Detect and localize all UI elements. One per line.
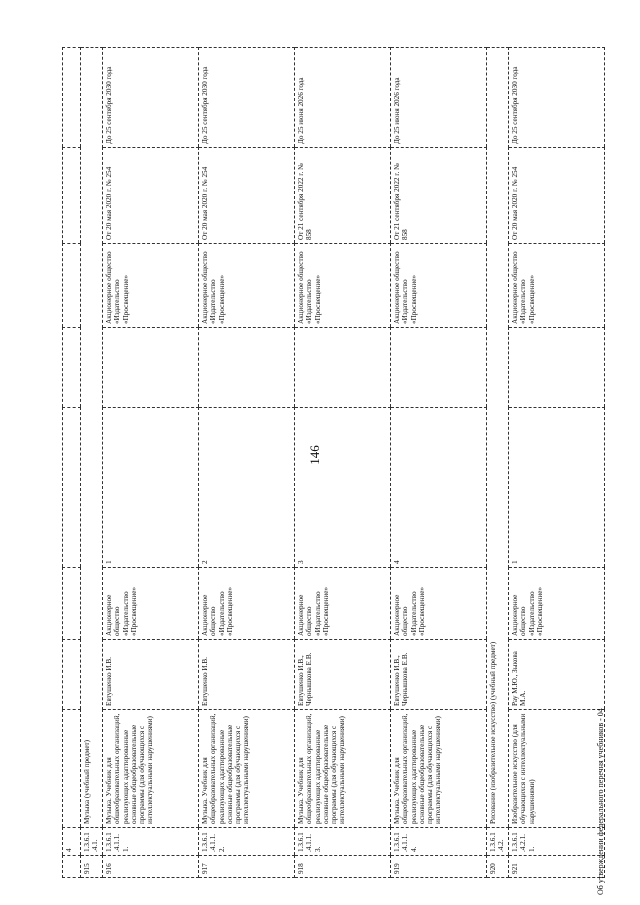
subject-row [81, 48, 103, 878]
organization: Акционерное общество «Издательство «Просвещение» [509, 244, 605, 328]
row-code: 1.3.6.1.4.2. [487, 828, 509, 856]
author: Евтушенко И.В. [103, 640, 199, 710]
empty-cell [199, 328, 295, 408]
publisher: Акционерное общество «Издательство «Просвещение» [509, 568, 605, 640]
organization: Акционерное общество «Издательство «Просвещение» [199, 244, 295, 328]
table-row [199, 48, 295, 878]
valid-until: До 25 июня 2026 года [295, 48, 391, 148]
textbook-table [62, 47, 605, 878]
author: Евтушенко И.В., Чернышкова Е.В. [295, 640, 391, 710]
textbook-name: Музыка. Учебник для обшеобразовательных организаций, реализующих адаптированные основные общеобразовательные программы (для обучающихся с интеллектуальными нарушениями) [103, 710, 199, 828]
row-number: 917 [199, 856, 295, 878]
subject-title: Музыка (учебный предмет) [81, 48, 103, 828]
row-code: 1.3.6.1.4.1.1.3. [295, 828, 391, 856]
order: От 21 сентября 2022 г. № 858 [295, 148, 391, 244]
header-cell [63, 408, 81, 568]
textbook-name: Изобразительное искусство (для обучающихся с интеллектуальными нарушениями) [509, 710, 605, 828]
grade: 4 [391, 408, 487, 568]
publisher: Акционерное общество «Издательство «Просвещение» [295, 568, 391, 640]
subject-row [487, 48, 509, 878]
grade: 3 [295, 408, 391, 568]
row-number: 921 [509, 856, 605, 878]
author: Евтушенко И.В., Чернышкова Е.В. [391, 640, 487, 710]
order: От 20 мая 2020 г. № 254 [103, 148, 199, 244]
header-cell [63, 710, 81, 828]
grade: 1 [103, 408, 199, 568]
table-row [509, 48, 605, 878]
author: Рау М.Ю., Зыкова М.А. [509, 640, 605, 710]
table-row [391, 48, 487, 878]
header-cell [63, 148, 81, 244]
header-cell [63, 568, 81, 640]
row-number: 920 [487, 856, 509, 878]
header-cell [63, 328, 81, 408]
empty-cell [295, 328, 391, 408]
table-row [103, 48, 199, 878]
row-number: 918 [295, 856, 391, 878]
organization: Акционерное общество «Издательство «Просвещение» [391, 244, 487, 328]
header-cell [63, 48, 81, 148]
publisher: Акционерное общество «Издательство «Просвещение» [391, 568, 487, 640]
footer-text: Об утверждении федерального перечня учебников - 04 [596, 708, 605, 895]
page-number: 146 [306, 445, 322, 465]
grade: 2 [199, 408, 295, 568]
header-cell [63, 856, 81, 878]
row-code: 1.3.6.1.4.2.1.1. [509, 828, 605, 856]
empty-cell [103, 328, 199, 408]
row-code: 1.3.6.1.4.1.1.1. [103, 828, 199, 856]
table-row [295, 48, 391, 878]
header-cell: 4 [63, 828, 81, 856]
header-cell [63, 640, 81, 710]
order: От 20 мая 2020 г. № 254 [509, 148, 605, 244]
organization: Акционерное общество «Издательство «Просвещение» [103, 244, 199, 328]
valid-until: До 25 июня 2026 года [391, 48, 487, 148]
textbook-name: Музыка. Учебник для общеобразовательных организаций, реализующих адаптированные основные общеобразовательные программы (для обучающихся с интеллектуальными нарушениями) [199, 710, 295, 828]
textbook-name: Музыка. Учебник для общеобразовательных организаций, реализующих адаптированные основные общеобразовательные программы (для обучающихся с интеллектуальными нарушениями) [295, 710, 391, 828]
row-code: 1.3.6.1.4.1. [81, 828, 103, 856]
subject-title: Рисование (изобразительное искусство) (учебный предмет) [487, 48, 509, 828]
row-number: 915 [81, 856, 103, 878]
row-code: 1.3.6.1.4.1.1.2. [199, 828, 295, 856]
row-code: 1.3.6.1.4.1.1.4. [391, 828, 487, 856]
valid-until: До 25 сентября 2030 года [199, 48, 295, 148]
valid-until: До 25 сентября 2030 года [509, 48, 605, 148]
row-number: 919 [391, 856, 487, 878]
publisher: Акционерное общество «Издательство «Просвещение» [103, 568, 199, 640]
header-cell [63, 244, 81, 328]
empty-cell [391, 328, 487, 408]
empty-cell [509, 328, 605, 408]
header-row [63, 48, 81, 878]
order: От 20 мая 2020 г. № 254 [199, 148, 295, 244]
organization: Акционерное общество «Издательство «Просвещение» [295, 244, 391, 328]
publisher: Акционерное общество «Издательство «Просвещение» [199, 568, 295, 640]
textbook-name: Музыка. Учебник для общеобразовательных организаций, реализующих адаптированные основные общеобразовательные программы (для обучающихся с интеллектуальными нарушениями) [391, 710, 487, 828]
grade: 1 [509, 408, 605, 568]
valid-until: До 25 сентября 2030 года [103, 48, 199, 148]
author: Евтушенко И.В. [199, 640, 295, 710]
row-number: 916 [103, 856, 199, 878]
rotated-table-page [62, 48, 632, 878]
order: От 21 сентября 2022 г. № 858 [391, 148, 487, 244]
